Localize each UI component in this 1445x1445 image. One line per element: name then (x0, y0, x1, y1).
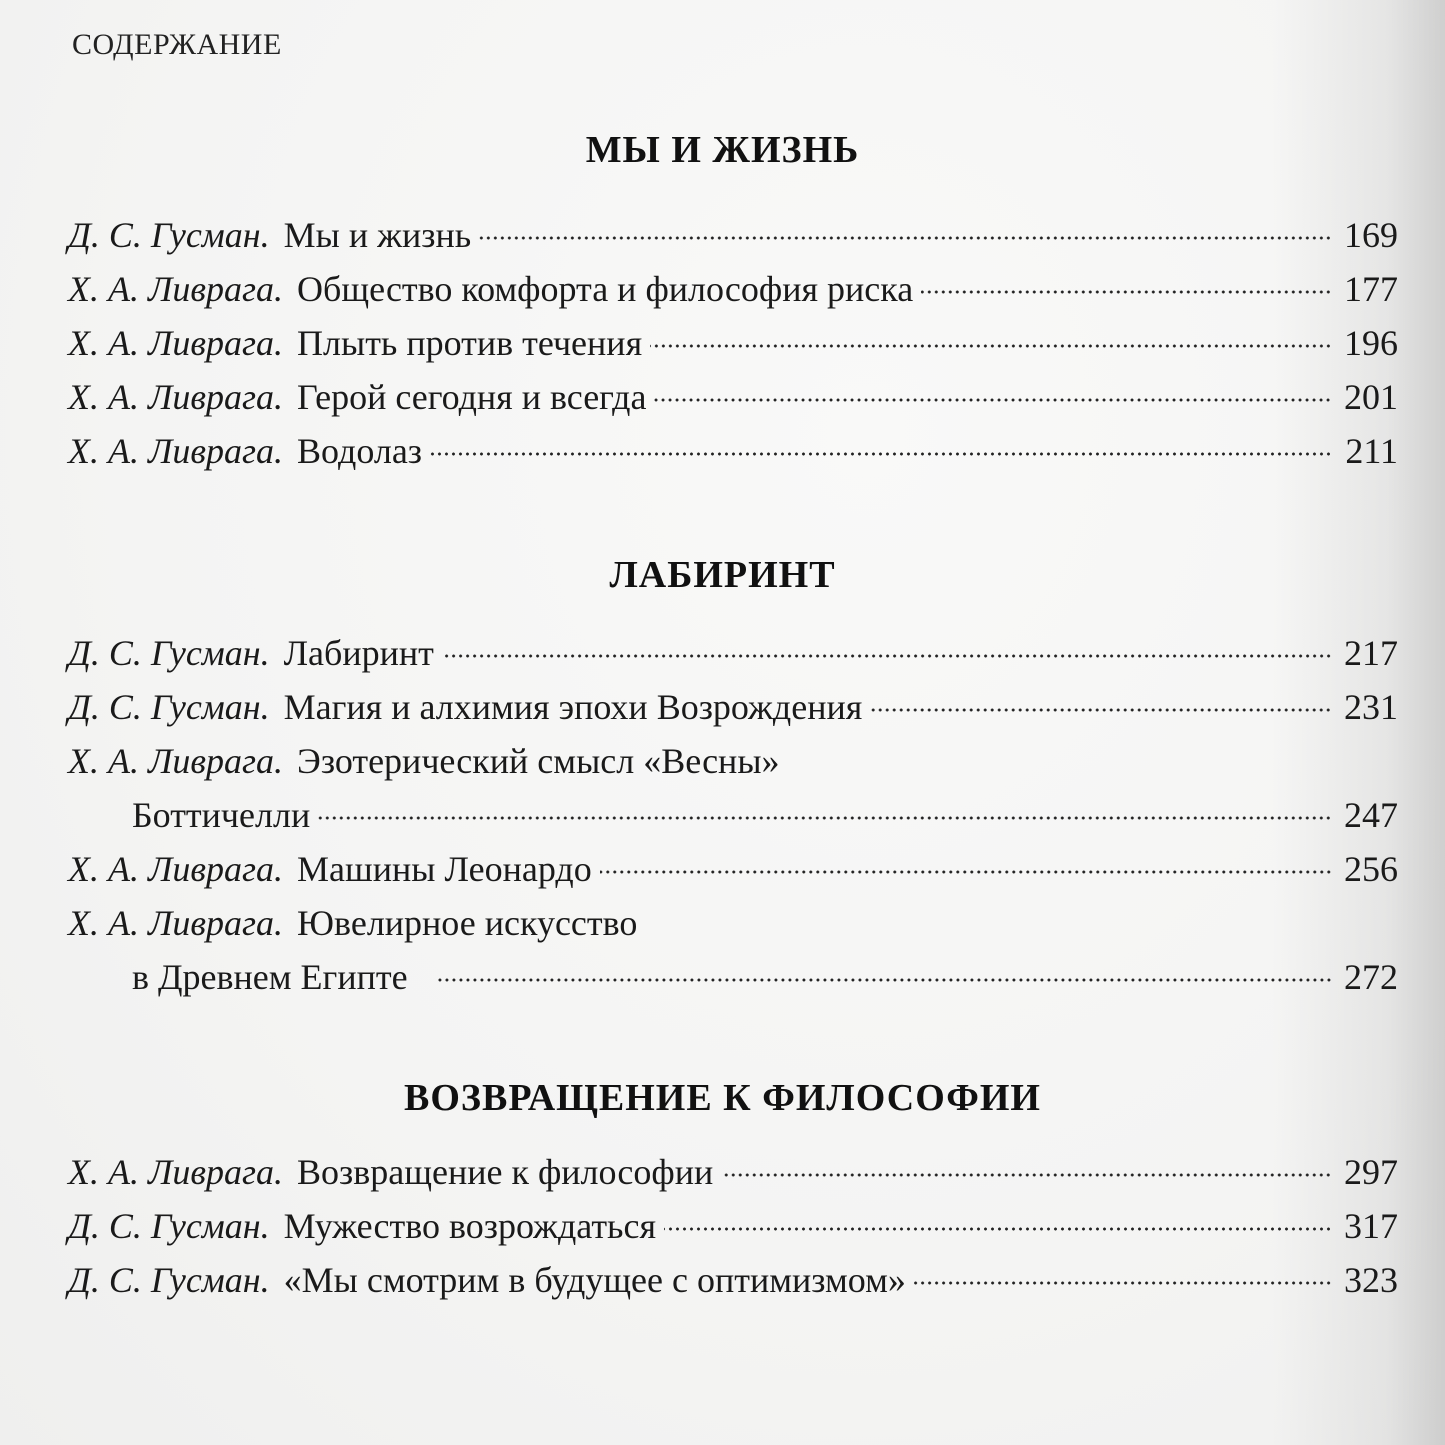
entry-title: Ювелирное искусство (297, 903, 638, 943)
entry-page: 201 (1344, 377, 1398, 417)
dot-leader (650, 341, 1332, 351)
toc-entry (68, 626, 1398, 680)
dot-leader (664, 1224, 1332, 1234)
entry-title: Машины Леонардо (297, 849, 592, 889)
entry-title: Общество комфорта и философия риска (297, 269, 914, 309)
entry-author: Х. А. Ливрага. (68, 323, 284, 363)
entry-title: Водолаз (297, 431, 423, 471)
dot-leader (318, 813, 1332, 823)
entry-page: 256 (1344, 849, 1398, 889)
entry-author: Д. С. Гусман. (68, 215, 270, 255)
dot-leader (921, 287, 1332, 297)
toc-entry (68, 316, 1398, 370)
entry-author: Д. С. Гусман. (68, 1260, 270, 1300)
toc-section-1 (68, 208, 1398, 478)
section-title-labirint: ЛАБИРИНТ (609, 554, 836, 596)
entry-title: Герой сегодня и всегда (297, 377, 647, 417)
dot-leader (430, 449, 1332, 459)
entry-title: Возвращение к философии (297, 1152, 714, 1192)
toc-entry (68, 424, 1398, 478)
dot-leader (914, 1278, 1332, 1288)
running-head: СОДЕРЖАНИЕ (72, 28, 282, 61)
entry-title: Мы и жизнь (283, 215, 472, 255)
entry-author: Д. С. Гусман. (68, 1206, 270, 1246)
dot-leader (479, 233, 1332, 243)
entry-page: 169 (1344, 215, 1398, 255)
entry-page: 196 (1344, 323, 1398, 363)
entry-author: Х. А. Ливрага. (68, 431, 284, 471)
entry-title-continuation: в Древнем Египте (132, 957, 408, 997)
toc-entry-first-line (68, 734, 1398, 788)
toc-entry-first-line (68, 896, 1398, 950)
toc-entry (68, 680, 1398, 734)
toc-section-2 (68, 626, 1398, 1004)
entry-author: Х. А. Ливрага. (68, 741, 284, 781)
toc-entry-continuation (68, 950, 1398, 1004)
entry-page: 177 (1344, 269, 1398, 309)
entry-author: Х. А. Ливрага. (68, 269, 284, 309)
dot-leader (436, 975, 1332, 985)
toc-section-3 (68, 1145, 1398, 1307)
entry-author: Д. С. Гусман. (68, 633, 270, 673)
entry-title: Магия и алхимия эпохи Возрождения (283, 687, 863, 727)
entry-page: 272 (1344, 957, 1398, 997)
entry-page: 317 (1344, 1206, 1398, 1246)
dot-leader (721, 1170, 1332, 1180)
entry-page: 231 (1344, 687, 1398, 727)
entry-title: «Мы смотрим в будущее с оптимизмом» (283, 1260, 906, 1300)
entry-page: 211 (1345, 431, 1398, 471)
toc-entry (68, 842, 1398, 896)
toc-entry (68, 1253, 1398, 1307)
dot-leader (442, 651, 1332, 661)
entry-title-continuation: Боттичелли (132, 795, 311, 835)
section-title-vozvrashchenie: ВОЗВРАЩЕНИЕ К ФИЛОСОФИИ (404, 1077, 1041, 1119)
entry-title: Плыть против течения (297, 323, 643, 363)
entry-title: Лабиринт (283, 633, 434, 673)
section-title-my-i-zhizn: МЫ И ЖИЗНЬ (585, 129, 860, 171)
toc-entry (68, 1145, 1398, 1199)
entry-page: 247 (1344, 795, 1398, 835)
entry-title: Эзотерический смысл «Весны» (297, 741, 780, 781)
toc-entry (68, 208, 1398, 262)
entry-page: 323 (1344, 1260, 1398, 1300)
entry-author: Х. А. Ливрага. (68, 377, 284, 417)
entry-author: Х. А. Ливрага. (68, 1152, 284, 1192)
dot-leader (600, 867, 1332, 877)
toc-entry (68, 262, 1398, 316)
dot-leader (654, 395, 1332, 405)
entry-title: Мужество возрождаться (283, 1206, 657, 1246)
entry-page: 217 (1344, 633, 1398, 673)
entry-author: Д. С. Гусман. (68, 687, 270, 727)
toc-entry (68, 1199, 1398, 1253)
toc-entry (68, 370, 1398, 424)
dot-leader (870, 705, 1332, 715)
entry-author: Х. А. Ливрага. (68, 903, 284, 943)
entry-page: 297 (1344, 1152, 1398, 1192)
toc-entry-continuation (68, 788, 1398, 842)
entry-author: Х. А. Ливрага. (68, 849, 284, 889)
